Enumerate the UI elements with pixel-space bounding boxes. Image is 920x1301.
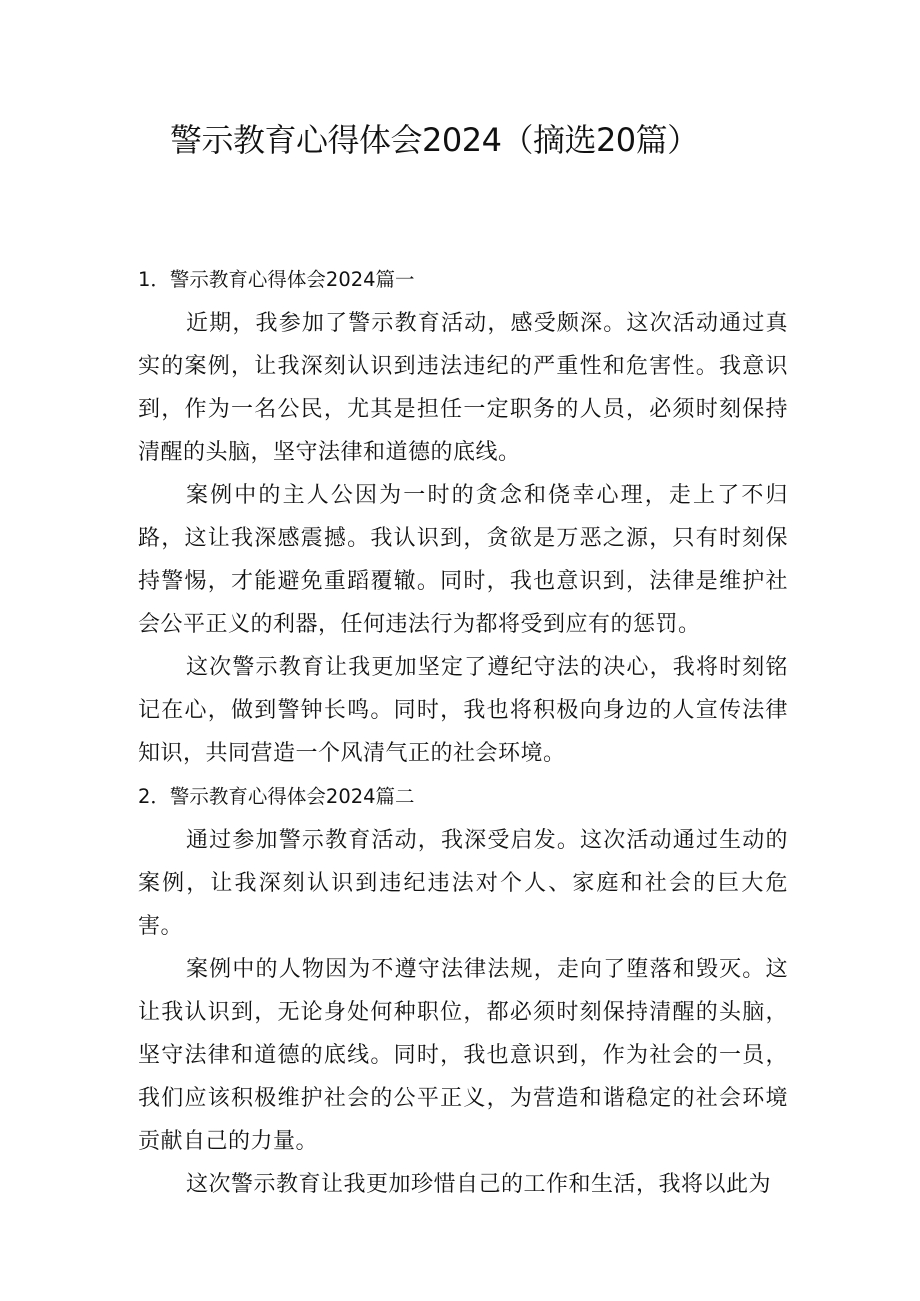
paragraph: 通过参加警示教育活动，我深受启发。这次活动通过生动的案例，让我深刻认识到违纪违法对个人、家庭和社会的巨大危害。 bbox=[138, 828, 788, 939]
paragraph: 近期，我参加了警示教育活动，感受颇深。这次活动通过真实的案例，让我深刻认识到违法违纪的严重性和危害性。我意识到，作为一名公民，尤其是担任一定职务的人员，必须时刻保持清醒的头脑，坚守法律和道德的底线。 bbox=[138, 311, 788, 465]
paragraph: 案例中的主人公因为一时的贪念和侥幸心理，走上了不归路，这让我深感震撼。我认识到，贪欲是万恶之源，只有时刻保持警惕，才能避免重蹈覆辙。同时，我也意识到，法律是维护社会公平正义的利器，任何违法行为都将受到应有的惩罚。 bbox=[138, 483, 788, 637]
section-heading: 2．警示教育心得体会2024篇二 bbox=[138, 785, 415, 808]
section-heading: 1．警示教育心得体会2024篇一 bbox=[138, 268, 415, 291]
document-body bbox=[138, 258, 788, 1206]
paragraph: 案例中的人物因为不遵守法律法规，走向了堕落和毁灭。这让我认识到，无论身处何种职位，都必须时刻保持清醒的头脑，坚守法律和道德的底线。同时，我也意识到，作为社会的一员，我们应该积极维护社会的公平正义，为营造和谐稳定的社会环境贡献自己的力量。 bbox=[138, 957, 788, 1154]
paragraph: 这次警示教育让我更加珍惜自己的工作和生活，我将以此为 bbox=[186, 1172, 772, 1197]
section-2 bbox=[138, 775, 788, 1206]
section-1 bbox=[138, 258, 788, 775]
document-title: 警示教育心得体会2024（摘选20篇） bbox=[170, 121, 699, 159]
paragraph: 这次警示教育让我更加坚定了遵纪守法的决心，我将时刻铭记在心，做到警钟长鸣。同时，我也将积极向身边的人宣传法律知识，共同营造一个风清气正的社会环境。 bbox=[138, 655, 788, 766]
